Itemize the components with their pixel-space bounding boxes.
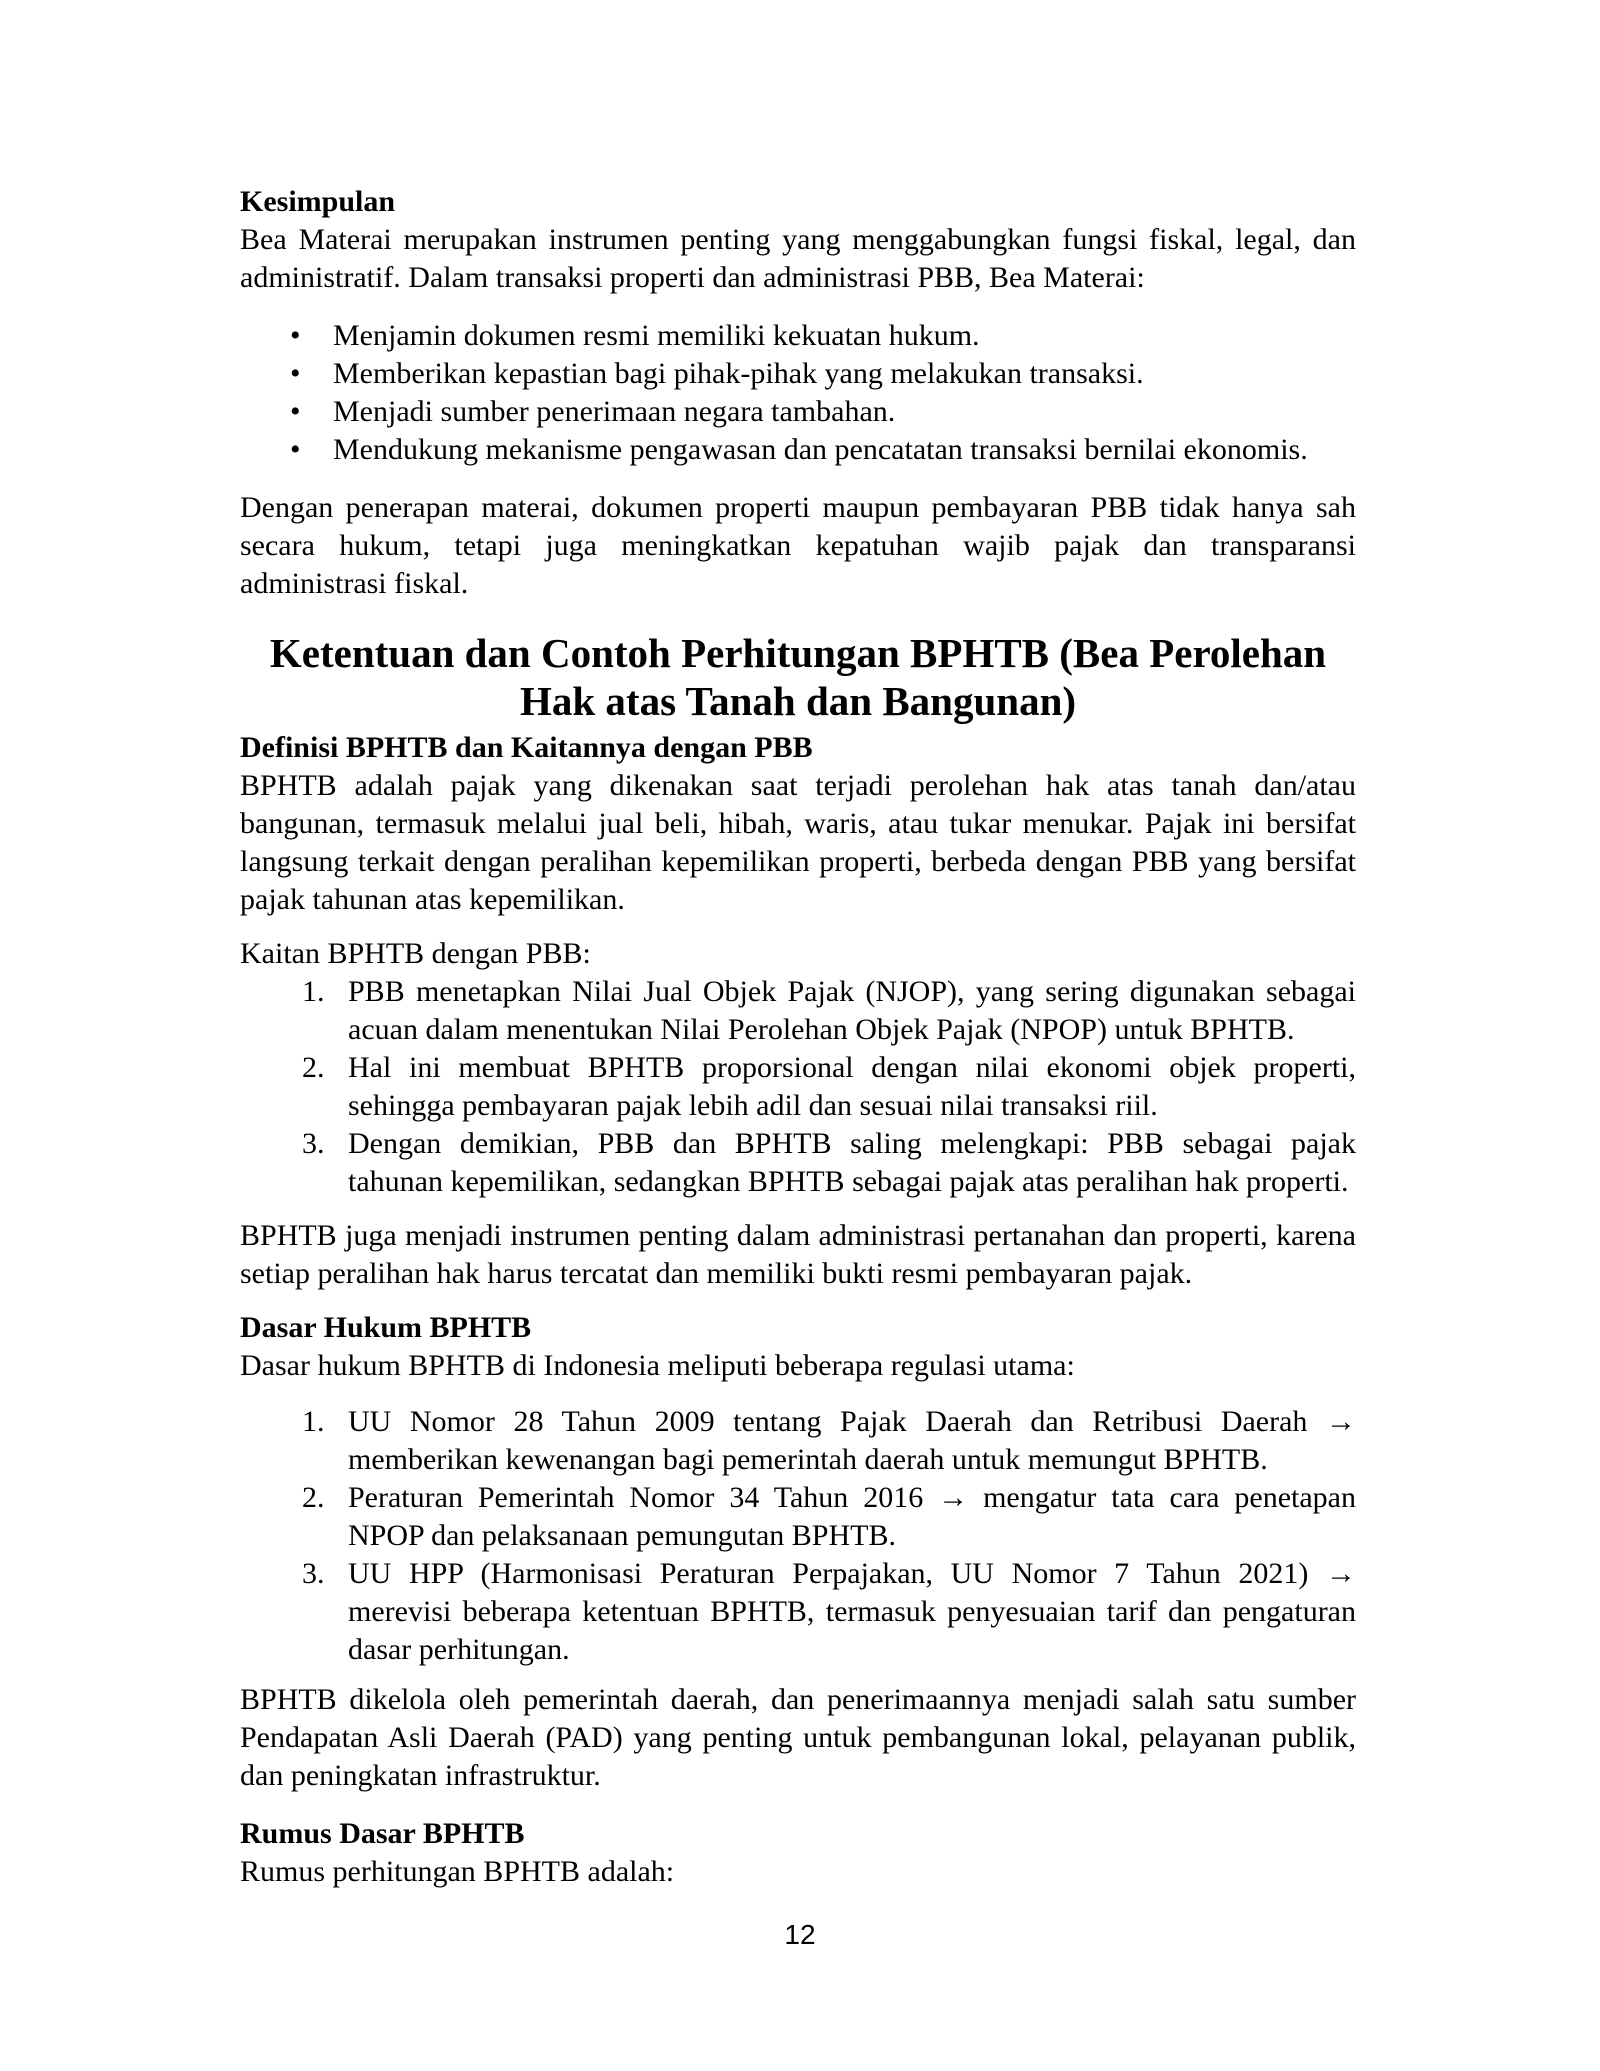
heading-dasar-hukum: Dasar Hukum BPHTB: [240, 1311, 532, 1344]
list-item: [240, 317, 1356, 355]
numbered-item: [240, 1049, 1356, 1125]
item-number: 2.: [302, 1481, 325, 1514]
list-item-text: Menjamin dokumen resmi memiliki kekuatan hukum.: [333, 319, 980, 352]
item-number: 2.: [302, 1051, 325, 1084]
paragraph-kesimpulan-intro: Bea Materai merupakan instrumen penting yang menggabungkan fungsi fiskal, legal, dan administratif. Dalam transaksi properti dan administrasi PBB, Bea Materai:: [240, 223, 1356, 294]
numbered-item: [240, 1555, 1356, 1669]
list-item: [240, 355, 1356, 393]
numbered-item-text: UU Nomor 28 Tahun 2009 tentang Pajak Daerah dan Retribusi Daerah → memberikan kewenangan bagi pemerintah daerah untuk memungut BPHTB.: [348, 1405, 1356, 1476]
list-item: [240, 393, 1356, 431]
label-kaitan-bphtb: Kaitan BPHTB dengan PBB:: [240, 937, 591, 970]
numbered-list-kaitan: [240, 973, 1356, 1201]
numbered-item: [240, 1479, 1356, 1555]
bullet-icon: •: [290, 319, 301, 352]
numbered-item: [240, 1403, 1356, 1479]
section-title-bphtb: Ketentuan dan Contoh Perhitungan BPHTB (Bea Perolehan Hak atas Tanah dan Bangunan): [269, 630, 1327, 724]
bullet-icon: •: [290, 433, 301, 466]
heading-definisi-bphtb: Definisi BPHTB dan Kaitannya dengan PBB: [240, 731, 813, 764]
paragraph-bphtb-instrumen: BPHTB juga menjadi instrumen penting dalam administrasi pertanahan dan properti, karena setiap peralihan hak harus tercatat dan memiliki bukti resmi pembayaran pajak.: [240, 1219, 1356, 1290]
list-item-text: Menjadi sumber penerimaan negara tambahan.: [333, 395, 896, 428]
numbered-item: [240, 973, 1356, 1049]
bullet-list-kesimpulan: [240, 317, 1356, 469]
bullet-icon: •: [290, 395, 301, 428]
list-item-text: Mendukung mekanisme pengawasan dan pencatatan transaksi bernilai ekonomis.: [333, 433, 1308, 466]
numbered-item-text: PBB menetapkan Nilai Jual Objek Pajak (NJOP), yang sering digunakan sebagai acuan dalam menentukan Nilai Perolehan Objek Pajak (NPOP) untuk BPHTB.: [348, 975, 1356, 1046]
paragraph-dasar-hukum-intro: Dasar hukum BPHTB di Indonesia meliputi beberapa regulasi utama:: [240, 1349, 1075, 1382]
page-content: [240, 183, 1356, 1911]
bullet-icon: •: [290, 357, 301, 390]
heading-kesimpulan: Kesimpulan: [240, 185, 396, 218]
numbered-item-text: Peraturan Pemerintah Nomor 34 Tahun 2016 → mengatur tata cara penetapan NPOP dan pelaksanaan pemungutan BPHTB.: [348, 1481, 1356, 1552]
numbered-item-text: Dengan demikian, PBB dan BPHTB saling melengkapi: PBB sebagai pajak tahunan kepemilikan, sedangkan BPHTB sebagai pajak atas peralihan hak properti.: [348, 1127, 1356, 1198]
paragraph-definisi-bphtb: BPHTB adalah pajak yang dikenakan saat terjadi perolehan hak atas tanah dan/atau bangunan, termasuk melalui jual beli, hibah, waris, atau tukar menukar. Pajak ini bersifat langsung terkait dengan peralihan kepemilikan properti, berbeda dengan PBB yang bersifat pajak tahunan atas kepemilikan.: [240, 769, 1356, 916]
page-number: 12: [784, 1919, 816, 1950]
item-number: 1.: [302, 1405, 325, 1438]
list-item: [240, 431, 1356, 469]
heading-rumus-dasar: Rumus Dasar BPHTB: [240, 1817, 525, 1850]
numbered-item-text: UU HPP (Harmonisasi Peraturan Perpajakan, UU Nomor 7 Tahun 2021) → merevisi beberapa ketentuan BPHTB, termasuk penyesuaian tarif dan pengaturan dasar perhitungan.: [348, 1557, 1356, 1666]
item-number: 3.: [302, 1127, 325, 1160]
paragraph-kesimpulan-closing: Dengan penerapan materai, dokumen properti maupun pembayaran PBB tidak hanya sah secara hukum, tetapi juga meningkatkan kepatuhan wajib pajak dan transparansi administrasi fiskal.: [240, 491, 1356, 600]
numbered-item-text: Hal ini membuat BPHTB proporsional dengan nilai ekonomi objek properti, sehingga pembayaran pajak lebih adil dan sesuai nilai transaksi riil.: [348, 1051, 1356, 1122]
list-item-text: Memberikan kepastian bagi pihak-pihak yang melakukan transaksi.: [333, 357, 1144, 390]
paragraph-rumus-intro: Rumus perhitungan BPHTB adalah:: [240, 1855, 675, 1888]
numbered-list-dasar-hukum: [240, 1403, 1356, 1669]
paragraph-pad: BPHTB dikelola oleh pemerintah daerah, dan penerimaannya menjadi salah satu sumber Pendapatan Asli Daerah (PAD) yang penting untuk pembangunan lokal, pelayanan publik, dan peningkatan infrastruktur.: [240, 1683, 1356, 1792]
numbered-item: [240, 1125, 1356, 1201]
item-number: 1.: [302, 975, 325, 1008]
item-number: 3.: [302, 1557, 325, 1590]
